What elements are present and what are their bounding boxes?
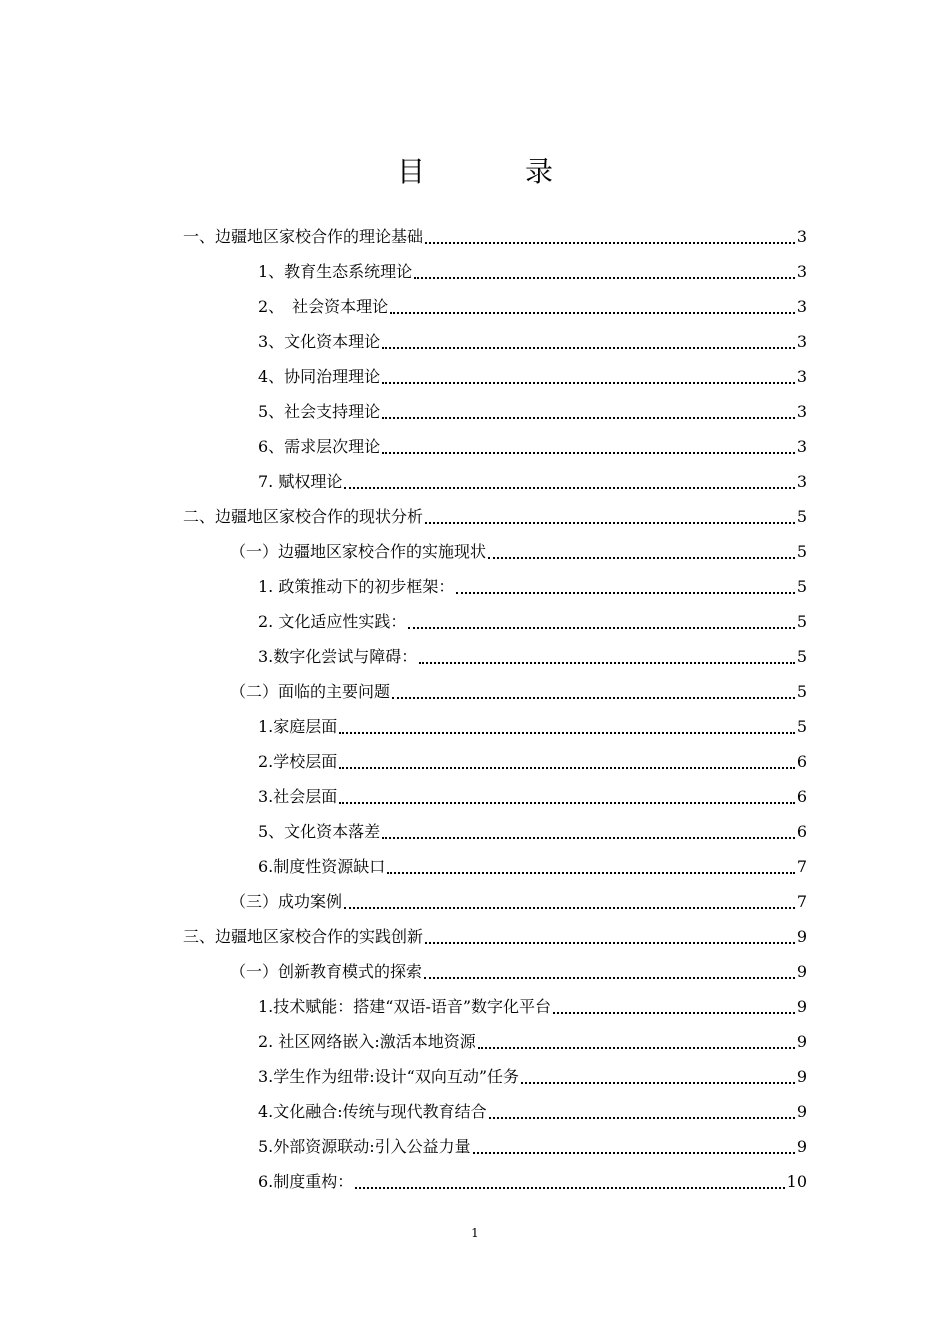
toc-entry-label: 1. 政策推动下的初步框架：	[258, 576, 455, 596]
toc-entry-page: 7	[796, 891, 807, 911]
toc-entry-label: （一）边疆地区家校合作的实施现状	[230, 541, 487, 561]
toc-entry-label: 3、文化资本理论	[258, 331, 381, 351]
dot-leader	[473, 1151, 795, 1154]
toc-entry[interactable]	[0, 429, 807, 464]
dot-leader	[344, 906, 795, 909]
toc-entry-page: 9	[796, 1136, 807, 1156]
toc-entry-label: 7. 赋权理论	[258, 471, 343, 491]
toc-entry[interactable]	[0, 324, 807, 359]
dot-leader	[382, 346, 795, 349]
toc-entry[interactable]	[0, 1024, 807, 1059]
toc-entry-page: 5	[796, 681, 807, 701]
toc-entry-label: 2. 文化适应性实践：	[258, 611, 407, 631]
toc-entry-page: 3	[796, 296, 807, 316]
dot-leader	[425, 521, 795, 524]
toc-entry[interactable]	[0, 744, 807, 779]
toc-entry-section-1[interactable]	[0, 219, 807, 254]
toc-entry-label: 2.学校层面	[258, 751, 338, 771]
toc-entry-label: 1.技术赋能：搭建“双语-语音”数字化平台	[258, 996, 552, 1016]
toc-entry-page: 5	[796, 611, 807, 631]
dot-leader	[488, 556, 795, 559]
toc-entry-label: 5.外部资源联动:引入公益力量	[258, 1136, 471, 1156]
dot-leader	[425, 941, 795, 944]
dot-leader	[382, 381, 795, 384]
toc-entry-page: 7	[796, 856, 807, 876]
dot-leader	[489, 1116, 795, 1119]
toc-entry-page: 9	[796, 1066, 807, 1086]
toc-entry-section-2[interactable]	[0, 499, 807, 534]
toc-entry-label: 3.数字化尝试与障碍：	[258, 646, 418, 666]
toc-entry-subsection[interactable]	[0, 884, 807, 919]
toc-entry-label: 6.制度性资源缺口	[258, 856, 386, 876]
table-of-contents	[0, 219, 950, 1199]
toc-entry-page: 3	[796, 436, 807, 456]
dot-leader	[382, 416, 795, 419]
toc-entry[interactable]	[0, 254, 807, 289]
toc-entry[interactable]	[0, 464, 807, 499]
toc-entry[interactable]	[0, 1164, 807, 1199]
toc-entry[interactable]	[0, 814, 807, 849]
toc-entry[interactable]	[0, 394, 807, 429]
toc-entry-label: 5、文化资本落差	[258, 821, 381, 841]
toc-entry-page: 10	[786, 1171, 807, 1191]
toc-entry-section-3[interactable]	[0, 919, 807, 954]
dot-leader	[387, 871, 795, 874]
toc-entry[interactable]	[0, 849, 807, 884]
toc-entry-label: 1.家庭层面	[258, 716, 338, 736]
toc-entry-page: 9	[796, 961, 807, 981]
dot-leader	[339, 801, 795, 804]
toc-entry[interactable]	[0, 639, 807, 674]
toc-entry-subsection[interactable]	[0, 534, 807, 569]
toc-entry-label: 6、需求层次理论	[258, 436, 381, 456]
toc-entry-page: 3	[796, 366, 807, 386]
toc-entry[interactable]	[0, 709, 807, 744]
toc-entry[interactable]	[0, 604, 807, 639]
toc-entry-label: 2、 社会资本理论	[258, 296, 389, 316]
toc-entry-page: 6	[796, 751, 807, 771]
toc-entry-label: 2. 社区网络嵌入:激活本地资源	[258, 1031, 476, 1051]
dot-leader	[408, 626, 794, 629]
toc-entry-page: 9	[796, 996, 807, 1016]
page-number: 1	[471, 1226, 479, 1240]
toc-entry-page: 5	[796, 541, 807, 561]
toc-entry-page: 3	[796, 401, 807, 421]
dot-leader	[424, 976, 795, 979]
toc-entry-label: （一）创新教育模式的探索	[230, 961, 423, 981]
toc-entry-page: 5	[796, 576, 807, 596]
toc-entry-page: 3	[796, 471, 807, 491]
dot-leader	[553, 1011, 795, 1014]
dot-leader	[392, 696, 795, 699]
toc-entry-subsection[interactable]	[0, 954, 807, 989]
toc-entry[interactable]	[0, 1129, 807, 1164]
toc-entry-label: 3.学生作为纽带:设计“双向互动”任务	[258, 1066, 520, 1086]
toc-entry-label: 6.制度重构：	[258, 1171, 354, 1191]
toc-entry-label: 3.社会层面	[258, 786, 338, 806]
toc-entry-page: 9	[796, 1101, 807, 1121]
dot-leader	[390, 311, 795, 314]
toc-entry-label: 一、边疆地区家校合作的理论基础	[183, 226, 424, 246]
toc-entry-page: 5	[796, 716, 807, 736]
dot-leader	[339, 766, 795, 769]
toc-entry[interactable]	[0, 779, 807, 814]
toc-entry-label: 5、社会支持理论	[258, 401, 381, 421]
toc-entry-label: 三、边疆地区家校合作的实践创新	[183, 926, 424, 946]
toc-entry-label: 4.文化融合:传统与现代教育结合	[258, 1101, 487, 1121]
toc-entry-page: 9	[796, 1031, 807, 1051]
dot-leader	[456, 591, 794, 594]
toc-entry-label: （三）成功案例	[230, 891, 343, 911]
toc-entry-page: 6	[796, 786, 807, 806]
dot-leader	[344, 486, 794, 489]
toc-entry[interactable]	[0, 1094, 807, 1129]
toc-entry-page: 5	[796, 506, 807, 526]
toc-entry[interactable]	[0, 359, 807, 394]
toc-entry-label: 二、边疆地区家校合作的现状分析	[183, 506, 424, 526]
toc-entry[interactable]	[0, 289, 807, 324]
dot-leader	[521, 1081, 795, 1084]
toc-entry-subsection[interactable]	[0, 674, 807, 709]
toc-title: 目 录	[396, 155, 589, 188]
toc-entry-label: 4、协同治理理论	[258, 366, 381, 386]
toc-entry[interactable]	[0, 569, 807, 604]
toc-entry[interactable]	[0, 1059, 807, 1094]
dot-leader	[478, 1046, 795, 1049]
dot-leader	[425, 241, 795, 244]
dot-leader	[382, 451, 795, 454]
toc-entry-page: 6	[796, 821, 807, 841]
dot-leader	[414, 276, 795, 279]
dot-leader	[339, 731, 795, 734]
toc-entry[interactable]	[0, 989, 807, 1024]
toc-entry-label: （二）面临的主要问题	[230, 681, 391, 701]
dot-leader	[355, 1186, 784, 1189]
dot-leader	[419, 661, 795, 664]
toc-entry-page: 5	[796, 646, 807, 666]
toc-entry-page: 3	[796, 331, 807, 351]
dot-leader	[382, 836, 795, 839]
toc-entry-page: 3	[796, 261, 807, 281]
toc-entry-page: 9	[796, 926, 807, 946]
toc-entry-label: 1、教育生态系统理论	[258, 261, 413, 281]
toc-entry-page: 3	[796, 226, 807, 246]
